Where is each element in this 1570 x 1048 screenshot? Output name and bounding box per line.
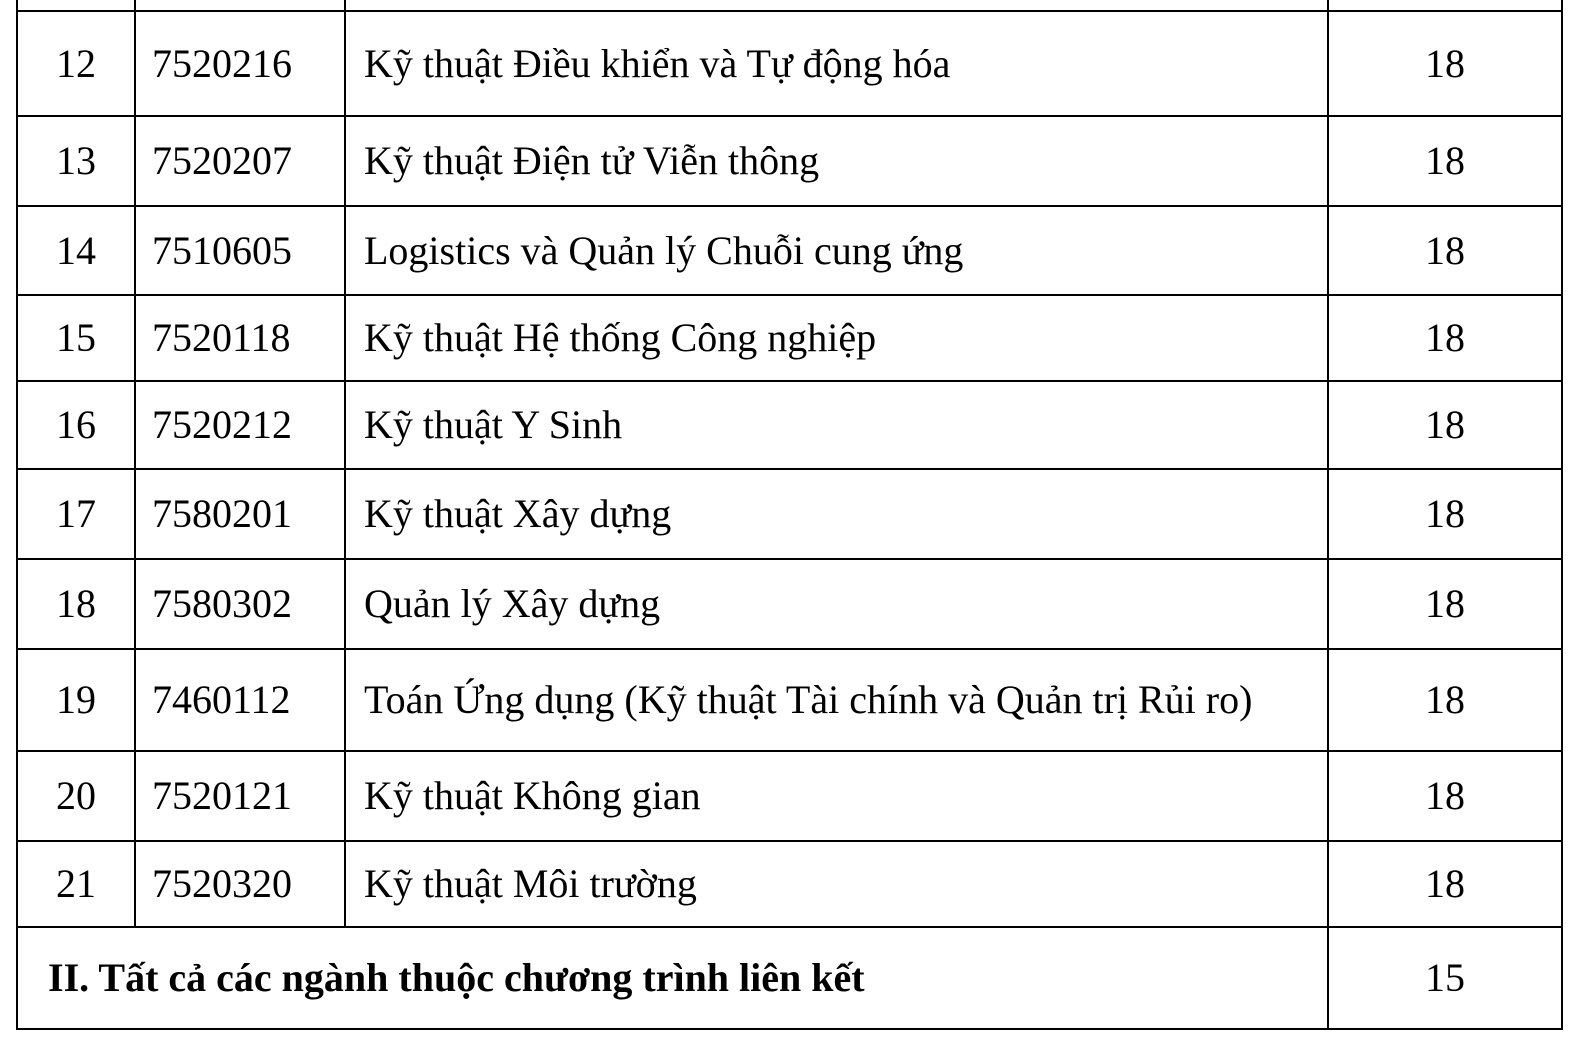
row-number: 20 — [17, 751, 135, 841]
program-code: 7460112 — [135, 649, 345, 751]
clipped-cell — [17, 0, 135, 11]
program-code: 7520118 — [135, 295, 345, 381]
clipped-cell — [345, 0, 1328, 11]
program-code: 7520207 — [135, 116, 345, 206]
program-name: Toán Ứng dụng (Kỹ thuật Tài chính và Quản trị Rủi ro) — [345, 649, 1328, 751]
admission-score: 18 — [1328, 841, 1562, 927]
program-name: Kỹ thuật Điện tử Viễn thông — [345, 116, 1328, 206]
table-row — [17, 649, 1562, 751]
program-name: Kỹ thuật Môi trường — [345, 841, 1328, 927]
program-code: 7580302 — [135, 559, 345, 649]
row-number: 15 — [17, 295, 135, 381]
table-row — [17, 751, 1562, 841]
program-name: Kỹ thuật Hệ thống Công nghiệp — [345, 295, 1328, 381]
row-number: 18 — [17, 559, 135, 649]
admission-score: 18 — [1328, 381, 1562, 469]
admission-score: 18 — [1328, 751, 1562, 841]
program-code: 7520216 — [135, 11, 345, 116]
table-row — [17, 116, 1562, 206]
row-number: 14 — [17, 206, 135, 295]
admission-score-table-container — [16, 0, 1563, 1030]
program-name: Kỹ thuật Y Sinh — [345, 381, 1328, 469]
summary-score: 15 — [1328, 927, 1562, 1029]
program-name: Kỹ thuật Xây dựng — [345, 469, 1328, 559]
program-code: 7520212 — [135, 381, 345, 469]
admission-score-table — [16, 0, 1563, 1030]
row-number: 17 — [17, 469, 135, 559]
table-row — [17, 11, 1562, 116]
table-row — [17, 469, 1562, 559]
table-row — [17, 559, 1562, 649]
program-code: 7580201 — [135, 469, 345, 559]
program-name: Logistics và Quản lý Chuỗi cung ứng — [345, 206, 1328, 295]
clipped-cell — [135, 0, 345, 11]
program-code: 7520320 — [135, 841, 345, 927]
row-number: 21 — [17, 841, 135, 927]
table-row — [17, 381, 1562, 469]
summary-label: II. Tất cả các ngành thuộc chương trình liên kết — [17, 927, 1328, 1029]
row-number: 12 — [17, 11, 135, 116]
summary-row — [17, 927, 1562, 1029]
table-row — [17, 841, 1562, 927]
row-number: 16 — [17, 381, 135, 469]
program-name: Kỹ thuật Không gian — [345, 751, 1328, 841]
clipped-header-row — [17, 0, 1562, 11]
table-row — [17, 295, 1562, 381]
admission-score: 18 — [1328, 206, 1562, 295]
program-name: Kỹ thuật Điều khiển và Tự động hóa — [345, 11, 1328, 116]
admission-score: 18 — [1328, 649, 1562, 751]
program-name: Quản lý Xây dựng — [345, 559, 1328, 649]
row-number: 19 — [17, 649, 135, 751]
clipped-cell — [1328, 0, 1562, 11]
admission-score: 18 — [1328, 295, 1562, 381]
table-row — [17, 206, 1562, 295]
admission-score: 18 — [1328, 116, 1562, 206]
row-number: 13 — [17, 116, 135, 206]
program-code: 7520121 — [135, 751, 345, 841]
admission-score: 18 — [1328, 11, 1562, 116]
admission-score: 18 — [1328, 469, 1562, 559]
program-code: 7510605 — [135, 206, 345, 295]
admission-score: 18 — [1328, 559, 1562, 649]
